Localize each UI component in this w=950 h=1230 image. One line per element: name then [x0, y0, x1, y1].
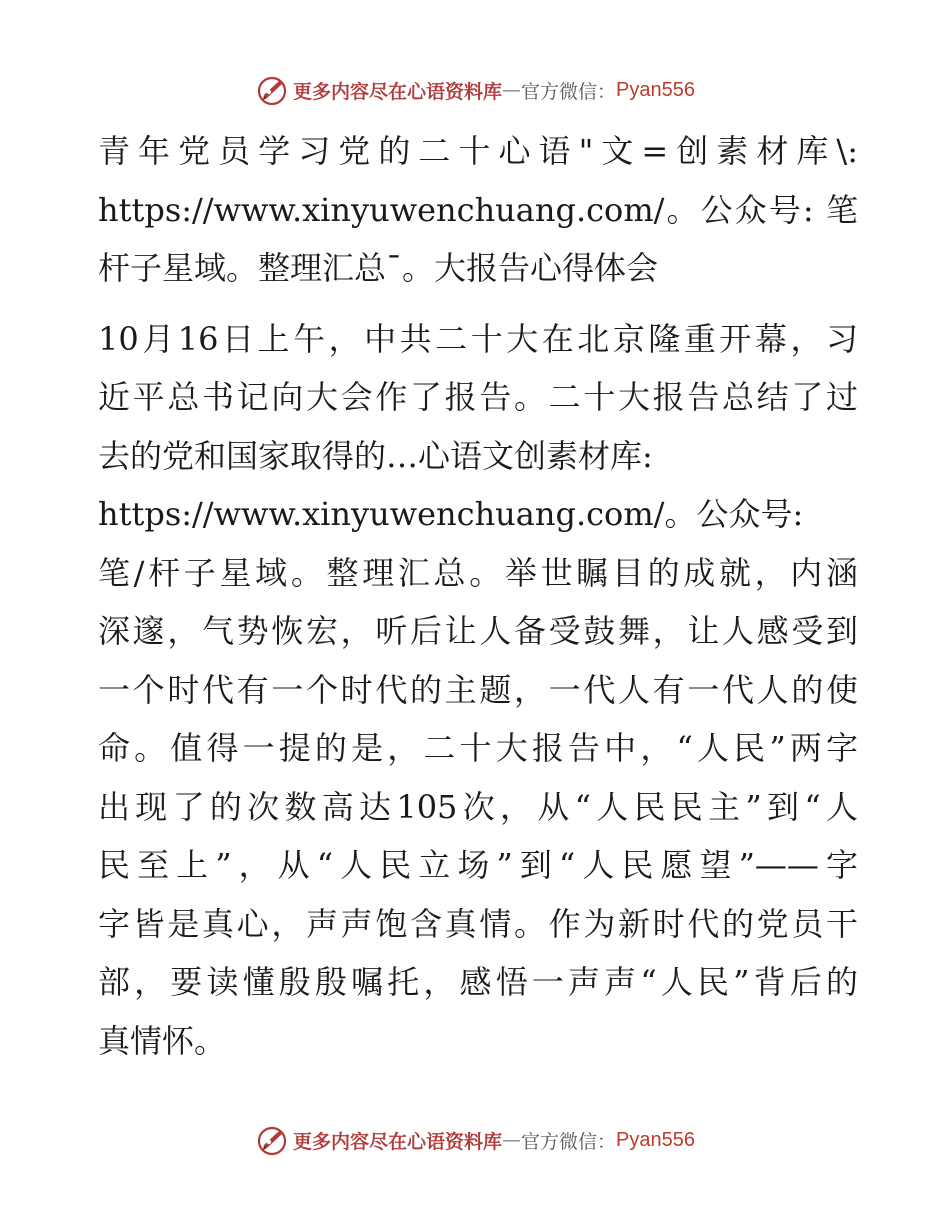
banner-main-text: 更多内容尽在心语资料库	[293, 80, 503, 103]
banner-dash: —	[502, 1129, 522, 1151]
banner-main-text: 更多内容尽在心语资料库	[293, 1130, 503, 1153]
document-body	[98, 122, 858, 1070]
text-line: 青年党员学习党的二十心语"文=创素材库\:	[98, 132, 858, 170]
text-line: 命。值得一提的是，二十大报告中，“人民”两字	[98, 729, 858, 767]
text-line: 近平总书记向大会作了报告。二十大报告总结了过	[98, 378, 858, 416]
text-line: 部，要读懂殷殷嘱托，感悟一声声“人民”背后的	[98, 963, 858, 1001]
text-line: 深邃，气势恢宏，听后让人备受鼓舞，让人感受到	[98, 612, 858, 650]
text-line: 笔/杆子星域。整理汇总。举世瞩目的成就，内涵	[98, 553, 858, 592]
header-banner	[0, 70, 950, 110]
text-line: 民至上”，从“人民立场”到“人民愿望”——字	[98, 846, 858, 884]
text-line: https://www.xinyuwenchuang.com/。公众号: 笔	[98, 190, 858, 229]
brand-logo-icon	[255, 1123, 289, 1157]
brand-logo-icon	[255, 73, 289, 107]
footer-banner	[0, 1120, 950, 1160]
text-line: 一个时代有一个时代的主题，一代人有一代人的使	[98, 670, 858, 709]
text-line: 10月16日上午，中共二十大在北京隆重开幕，习	[98, 319, 858, 358]
text-line: 字皆是真心，声声饱含真情。作为新时代的党员干	[98, 904, 858, 943]
text-line: 杆子星域。整理汇总¯。大报告心得体会	[98, 249, 659, 287]
banner-sub-text: 官方微信：	[521, 80, 617, 103]
text-line: 去的党和国家取得的…心语文创素材库:	[98, 436, 653, 475]
paragraph-2	[98, 310, 858, 1071]
banner-dash: —	[502, 79, 522, 101]
banner-sub-text: 官方微信：	[521, 1130, 617, 1153]
text-line: https://www.xinyuwenchuang.com/。公众号:	[98, 495, 804, 533]
banner-wechat-id: Pyan556	[616, 1128, 695, 1151]
text-line: 出现了的次数高达105次，从“人民民主”到“人	[98, 787, 858, 826]
banner-wechat-id: Pyan556	[616, 78, 695, 101]
paragraph-1	[98, 122, 858, 298]
text-line: 真情怀。	[98, 1021, 227, 1060]
